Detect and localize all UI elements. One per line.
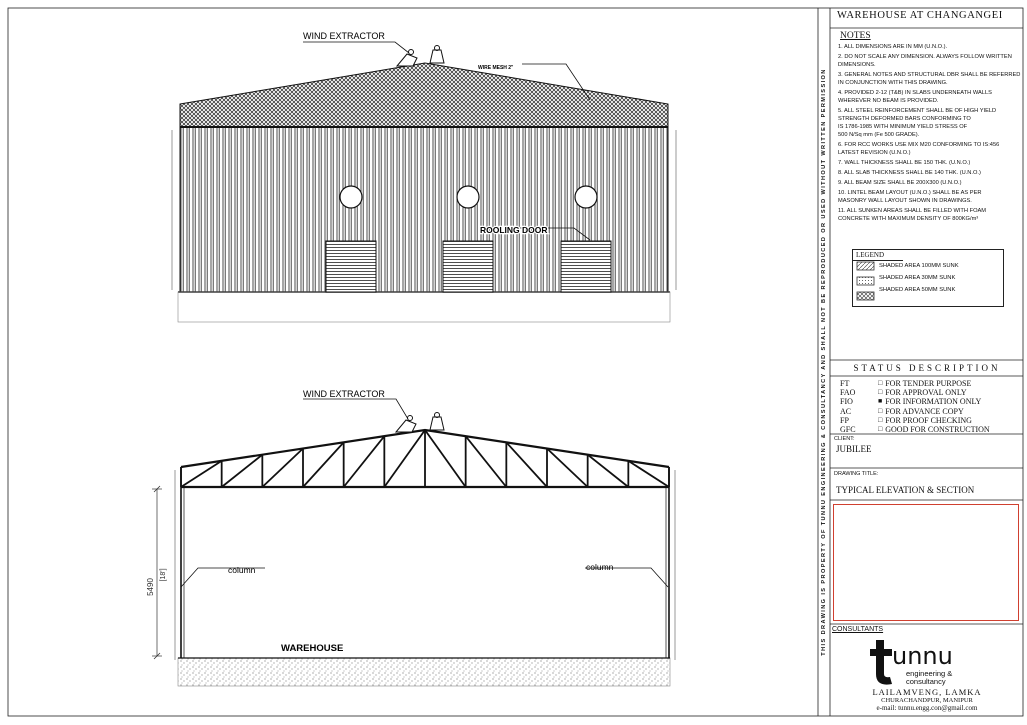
- note-item: 8. ALL SLAB THICKNESS SHALL BE 140 THK. (U.N.O.): [838, 170, 981, 176]
- status-code: FAO: [840, 388, 856, 398]
- address-line-2: CHURACHANDPUR, MANIPUR: [881, 697, 973, 704]
- project-title: WAREHOUSE AT CHANGANGEI: [837, 10, 1003, 21]
- status-checkbox: □: [878, 379, 883, 387]
- status-text: FOR PROOF CHECKING: [885, 415, 972, 425]
- floor-slab: [178, 658, 670, 686]
- status-checkbox: □: [878, 406, 883, 415]
- status-text: FOR APPROVAL ONLY: [885, 388, 967, 398]
- property-notice-text: THIS DRAWING IS PROPERTY OF TUNNU ENGINEERING & CONSULTANCY AND SHALL NOT BE REPRODUCED OR USED WITHOUT WRITTEN PERMISSION: [821, 68, 827, 656]
- notes-heading: NOTES: [840, 31, 871, 41]
- revision-box: [833, 504, 1019, 621]
- company-email[interactable]: e-mail: tunnu.engg.con@gmail.com: [876, 704, 978, 712]
- section-view: [146, 389, 675, 686]
- height-dimension: 5490: [146, 578, 155, 596]
- drawing-title-label: DRAWING TITLE:: [834, 471, 879, 477]
- note-item: 6. FOR RCC WORKS USE MIX M20 CONFORMING TO IS:456 LATEST REVISION (U.N.O.): [838, 141, 1000, 156]
- column-label-right: column: [586, 562, 614, 572]
- round-vent: [575, 186, 597, 208]
- client-label: CLIENT:: [834, 436, 855, 442]
- status-text: FOR INFORMATION ONLY: [885, 397, 982, 407]
- truss-diagonal: [344, 436, 385, 487]
- company-logo: [870, 636, 980, 688]
- consultants-label: CONSULTANTS: [832, 626, 884, 633]
- logo-wordmark: unnu: [892, 642, 953, 670]
- status-code: FP: [840, 415, 849, 425]
- truss-diagonal: [466, 436, 507, 487]
- note-item: 11. ALL SUNKEN AREAS SHALL BE FILLED WITH FOAM CONCRETE WITH MAXIMUM DENSITY OF 800KG/m³: [838, 208, 987, 223]
- rolling-door: [326, 241, 376, 292]
- status-heading: STATUS DESCRIPTION: [853, 363, 1001, 373]
- status-row: [840, 425, 1027, 434]
- wind-extractor-icon: [397, 46, 444, 67]
- column-label-left: column: [228, 565, 256, 575]
- status-checkbox: □: [878, 388, 883, 397]
- legend-item-label: SHADED AREA 100MM SUNK: [879, 263, 959, 269]
- status-checkbox: □: [878, 415, 883, 424]
- rolling-door: [561, 241, 611, 292]
- note-item: 1. ALL DIMENSIONS ARE IN MM (U.N.O.).: [838, 44, 948, 50]
- status-text: FOR ADVANCE COPY: [885, 406, 964, 416]
- status-code: FT: [840, 379, 850, 388]
- status-checkbox: ■: [878, 397, 883, 406]
- legend-heading: LEGEND: [853, 250, 903, 261]
- logo-sub2: consultancy: [906, 677, 946, 686]
- logo-sub1: engineering &: [906, 669, 953, 678]
- truss-diagonal: [506, 442, 547, 487]
- status-code: GFC: [840, 425, 856, 435]
- height-dimension-ft: [18']: [160, 568, 167, 582]
- note-item: 4. PROVIDED 2-12 (T&B) IN SLABS UNDERNEATH WALLS WHEREVER NO BEAM IS PROVIDED.: [838, 90, 992, 104]
- legend-item: [879, 287, 1000, 293]
- status-row: [840, 407, 1027, 416]
- legend-item: [879, 275, 1000, 281]
- status-text: GOOD FOR CONSTRUCTION: [885, 425, 990, 435]
- wind-extractor-label: WIND EXTRACTOR: [303, 31, 385, 41]
- notes-list: [838, 44, 1022, 226]
- legend-item: [879, 263, 1000, 269]
- property-notice: [818, 8, 830, 716]
- truss-diagonal: [303, 442, 344, 487]
- status-code: FIO: [840, 397, 853, 407]
- note-item: 3. GENERAL NOTES AND STRUCTURAL DBR SHALL BE REFERRED IN CONJUNCTION WITH THIS DRAWING.: [838, 72, 1021, 86]
- legend-item-label: SHADED AREA 30MM SUNK: [879, 275, 956, 281]
- legend-item-label: SHADED AREA 50MM SUNK: [879, 287, 956, 293]
- wind-extractor-label: WIND EXTRACTOR: [303, 389, 385, 399]
- note-item: 7. WALL THICKNESS SHALL BE 150 THK. (U.N.O.): [838, 159, 971, 166]
- note-item: 2. DO NOT SCALE ANY DIMENSION. ALWAYS FOLLOW WRITTEN DIMENSIONS.: [838, 54, 1012, 68]
- truss-diagonal: [425, 430, 466, 487]
- status-row: [840, 379, 1027, 388]
- round-vent: [340, 186, 362, 208]
- note-item: 5. ALL STEEL REINFORCEMENT SHALL BE OF HIGH YIELD STRENGTH DEFORMED BARS CONFORMING TO IS 1786-1985 WITH MINIMUM YIELD STRESS OF 500 N/Sq mm (Fe 500 GRADE).: [838, 108, 997, 138]
- status-row: [840, 397, 1027, 406]
- drawing-title: TYPICAL ELEVATION & SECTION: [836, 485, 975, 495]
- company-address: [832, 687, 1022, 712]
- round-vent: [457, 186, 479, 208]
- rolling-door: [443, 241, 493, 292]
- note-item: 9. ALL BEAM SIZE SHALL BE 200X300 (U.N.O.): [838, 180, 962, 187]
- roof-mesh: [180, 63, 668, 127]
- status-list: [840, 379, 1027, 434]
- note-item: 10. LINTEL BEAM LAYOUT (U.N.O.) SHALL BE AS PER MASONRY WALL LAYOUT SHOWN IN DRAWINGS.: [838, 190, 982, 205]
- warehouse-label: WAREHOUSE: [281, 643, 344, 654]
- status-row: [840, 416, 1027, 425]
- address-line-1: LAILAMVENG, LAMKA: [872, 687, 982, 697]
- elevation-view: [172, 31, 676, 322]
- status-checkbox: □: [878, 425, 883, 434]
- plinth: [178, 292, 670, 322]
- status-row: [840, 388, 1027, 397]
- status-text: FOR TENDER PURPOSE: [885, 379, 972, 388]
- legend-box: [852, 249, 1004, 307]
- wire-mesh-label: WIRE MESH 2": [478, 65, 514, 71]
- rolling-door-label: ROOLING DOOR: [480, 225, 548, 235]
- truss-diagonal: [384, 430, 425, 487]
- status-code: AC: [840, 406, 852, 416]
- client-name: JUBILEE: [836, 444, 872, 454]
- wind-extractor-icon: [396, 413, 444, 433]
